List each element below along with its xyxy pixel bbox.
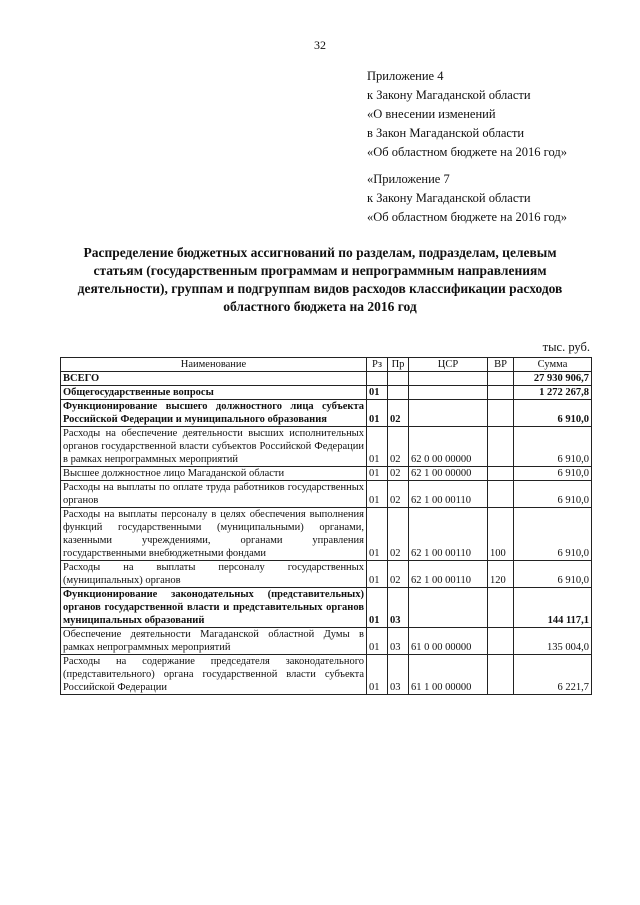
appendix-note-7: [367, 170, 567, 227]
cell-csr: [409, 400, 488, 427]
table-body: [61, 372, 592, 695]
table-row: [61, 400, 592, 427]
table-row: [61, 588, 592, 628]
cell-rz: [367, 372, 388, 386]
cell-pr: [388, 372, 409, 386]
appendix-line: к Закону Магаданской области: [367, 191, 531, 205]
table-row: [61, 386, 592, 400]
cell-pr: 02: [388, 508, 409, 561]
cell-rz: 01: [367, 561, 388, 588]
table-row: [61, 481, 592, 508]
cell-sum: 6 910,0: [514, 400, 592, 427]
cell-vr: 100: [488, 508, 514, 561]
cell-vr: [488, 467, 514, 481]
cell-name: Функционирование законодательных (представительных) органов государственной власти и представительных органов муниципальных образований: [61, 588, 367, 628]
cell-csr: 62 1 00 00110: [409, 481, 488, 508]
appendix-line: «Об областном бюджете на 2016 год»: [367, 145, 567, 159]
cell-csr: [409, 386, 488, 400]
cell-vr: [488, 481, 514, 508]
table-row: [61, 508, 592, 561]
cell-csr: 62 1 00 00110: [409, 561, 488, 588]
cell-pr: 02: [388, 427, 409, 467]
cell-pr: 03: [388, 655, 409, 695]
cell-pr: 03: [388, 588, 409, 628]
page-number: 32: [314, 38, 326, 52]
cell-pr: 03: [388, 628, 409, 655]
cell-name: Расходы на обеспечение деятельности высших исполнительных органов государственной власти субъектов Российской Федерации в рамках непрограммных мероприятий: [61, 427, 367, 467]
table-row: [61, 467, 592, 481]
cell-sum: 6 221,7: [514, 655, 592, 695]
cell-name: Функционирование высшего должностного лица субъекта Российской Федерации и муниципального образования: [61, 400, 367, 427]
header-name: Наименование: [61, 358, 367, 372]
appendix-line: «О внесении изменений: [367, 107, 496, 121]
cell-rz: 01: [367, 655, 388, 695]
cell-rz: 01: [367, 427, 388, 467]
cell-vr: [488, 386, 514, 400]
cell-vr: 120: [488, 561, 514, 588]
table-row: [61, 372, 592, 386]
cell-csr: [409, 588, 488, 628]
table-row: [61, 628, 592, 655]
cell-rz: 01: [367, 508, 388, 561]
cell-rz: 01: [367, 481, 388, 508]
document-title: Распределение бюджетных ассигнований по разделам, подразделам, целевым статьям (государственным программам и непрограммным направлениям деятельности), группам и подгруппам видов расходов классификации расходов областного бюджета на 2016 год: [77, 245, 563, 314]
cell-name: Расходы на выплаты по оплате труда работников государственных органов: [61, 481, 367, 508]
cell-vr: [488, 628, 514, 655]
cell-vr: [488, 400, 514, 427]
cell-vr: [488, 588, 514, 628]
cell-csr: [409, 372, 488, 386]
cell-name: Высшее должностное лицо Магаданской области: [61, 467, 367, 481]
cell-csr: 62 0 00 00000: [409, 427, 488, 467]
table-header-row: [61, 358, 592, 372]
cell-name: ВСЕГО: [61, 372, 367, 386]
appendix-line: в Закон Магаданской области: [367, 126, 525, 140]
appendix-note-4: [367, 67, 567, 162]
cell-vr: [488, 427, 514, 467]
cell-vr: [488, 372, 514, 386]
appendix-line: к Закону Магаданской области: [367, 88, 531, 102]
cell-sum: 144 117,1: [514, 588, 592, 628]
cell-sum: 6 910,0: [514, 427, 592, 467]
table-row: [61, 427, 592, 467]
cell-vr: [488, 655, 514, 695]
cell-name: Расходы на выплаты персоналу государственных (муниципальных) органов: [61, 561, 367, 588]
cell-csr: 62 1 00 00000: [409, 467, 488, 481]
cell-sum: 135 004,0: [514, 628, 592, 655]
cell-name: Расходы на выплаты персоналу в целях обеспечения выполнения функций государственными (муниципальными) органами, казенными учреждениями, органами управления государственными внебюджетными фондами: [61, 508, 367, 561]
header-vr: ВР: [488, 358, 514, 372]
cell-sum: 6 910,0: [514, 481, 592, 508]
appendix-line: «Приложение 7: [367, 172, 450, 186]
header-sum: Сумма: [514, 358, 592, 372]
header-pr: Пр: [388, 358, 409, 372]
cell-pr: 02: [388, 481, 409, 508]
cell-pr: 02: [388, 561, 409, 588]
units-label: тыс. руб.: [542, 340, 590, 354]
cell-rz: 01: [367, 588, 388, 628]
cell-csr: 61 1 00 00000: [409, 655, 488, 695]
cell-name: Обеспечение деятельности Магаданской областной Думы в рамках непрограммных мероприятий: [61, 628, 367, 655]
header-csr: ЦСР: [409, 358, 488, 372]
cell-sum: 6 910,0: [514, 561, 592, 588]
cell-rz: 01: [367, 467, 388, 481]
cell-sum: 27 930 906,7: [514, 372, 592, 386]
cell-csr: 61 0 00 00000: [409, 628, 488, 655]
cell-pr: [388, 386, 409, 400]
cell-name: Общегосударственные вопросы: [61, 386, 367, 400]
budget-table: [60, 357, 592, 695]
cell-name: Расходы на содержание председателя законодательного (представительного) органа государственной власти субъекта Российской Федерации: [61, 655, 367, 695]
cell-sum: 6 910,0: [514, 508, 592, 561]
appendix-line: «Об областном бюджете на 2016 год»: [367, 210, 567, 224]
appendix-line: Приложение 4: [367, 69, 444, 83]
header-rz: Рз: [367, 358, 388, 372]
cell-sum: 1 272 267,8: [514, 386, 592, 400]
table-row: [61, 561, 592, 588]
cell-rz: 01: [367, 628, 388, 655]
cell-pr: 02: [388, 467, 409, 481]
cell-rz: 01: [367, 400, 388, 427]
cell-sum: 6 910,0: [514, 467, 592, 481]
table-row: [61, 655, 592, 695]
cell-csr: 62 1 00 00110: [409, 508, 488, 561]
cell-rz: 01: [367, 386, 388, 400]
cell-pr: 02: [388, 400, 409, 427]
